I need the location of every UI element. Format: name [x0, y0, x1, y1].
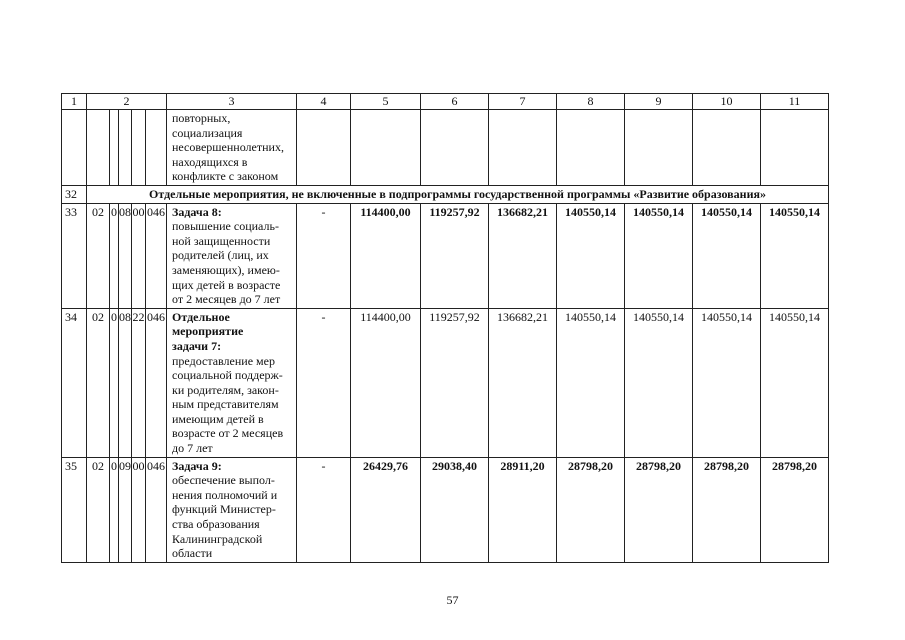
text-line: социальной поддерж-	[172, 368, 283, 383]
code-cell	[119, 110, 132, 186]
header-cell: 9	[625, 94, 693, 110]
code-cell: 0	[110, 457, 119, 562]
text-line: заменяющих), имею-	[172, 262, 280, 277]
code-cell: 02	[87, 203, 110, 308]
text-line: Калининградской	[172, 531, 263, 546]
code-cell: 09	[119, 457, 132, 562]
text-line: повторных,	[172, 111, 231, 125]
value-cell	[489, 110, 557, 186]
task-title: Отдельное	[172, 309, 230, 324]
code-cell: 046	[146, 203, 167, 308]
description-cell	[167, 457, 297, 562]
description-cell	[167, 203, 297, 308]
table-row	[62, 308, 829, 457]
code-cell	[132, 110, 146, 186]
table-row	[62, 457, 829, 562]
row-number: 34	[62, 308, 87, 457]
text-line: нения полномочий и	[172, 487, 278, 502]
code-cell	[110, 110, 119, 186]
text-line: задачи 7:	[172, 338, 222, 353]
value-cell: 114400,00	[351, 308, 421, 457]
col4-cell: -	[297, 203, 351, 308]
code-cell: 22	[132, 308, 146, 457]
header-cell: 6	[421, 94, 489, 110]
page-number: 57	[446, 593, 459, 607]
code-cell	[146, 110, 167, 186]
value-cell	[557, 110, 625, 186]
value-cell: 28798,20	[761, 457, 829, 562]
value-cell: 28798,20	[625, 457, 693, 562]
header-cell: 10	[693, 94, 761, 110]
text-line: ной защищенности	[172, 233, 271, 248]
description-cell	[167, 110, 297, 186]
value-cell: 140550,14	[693, 203, 761, 308]
row-number: 32	[62, 185, 87, 203]
text-line: области	[172, 546, 213, 561]
col4-cell: -	[297, 457, 351, 562]
header-cell: 3	[167, 94, 297, 110]
value-cell: 119257,92	[421, 308, 489, 457]
value-cell: 28798,20	[693, 457, 761, 562]
text-line: социализация	[172, 125, 243, 140]
text-line: имеющим детей в	[172, 411, 264, 426]
header-cell: 11	[761, 94, 829, 110]
text-line: обеспечение выпол-	[172, 473, 275, 488]
header-row	[62, 94, 829, 110]
code-cell: 0	[110, 308, 119, 457]
text-line: возрасте от 2 месяцев	[172, 426, 284, 441]
row-number: 35	[62, 457, 87, 562]
value-cell: 140550,14	[761, 308, 829, 457]
text-line: от 2 месяцев до 7 лет	[172, 292, 281, 307]
value-cell: 29038,40	[421, 457, 489, 562]
value-cell: 119257,92	[421, 203, 489, 308]
code-cell: 08	[119, 308, 132, 457]
value-cell: 114400,00	[351, 203, 421, 308]
text-line: мероприятие	[172, 324, 244, 339]
table-row	[62, 203, 829, 308]
value-cell: 140550,14	[761, 203, 829, 308]
row-number: 33	[62, 203, 87, 308]
text-line: родителей (лиц, их	[172, 248, 269, 263]
value-cell: 140550,14	[557, 203, 625, 308]
text-line: ки родителям, закон-	[172, 382, 279, 397]
value-cell	[625, 110, 693, 186]
continued-row	[62, 110, 829, 186]
value-cell	[761, 110, 829, 186]
code-cell: 046	[146, 457, 167, 562]
code-cell: 08	[119, 203, 132, 308]
value-cell	[693, 110, 761, 186]
text-line: функций Министер-	[172, 502, 276, 517]
text-line: предоставление мер	[172, 353, 275, 368]
description-cell	[167, 308, 297, 457]
code-cell: 0	[110, 203, 119, 308]
text-line: повышение социаль-	[172, 219, 279, 234]
budget-table	[61, 93, 829, 563]
code-cell: 00	[132, 457, 146, 562]
header-cell: 1	[62, 94, 87, 110]
header-cell: 4	[297, 94, 351, 110]
value-cell	[421, 110, 489, 186]
value-cell: 140550,14	[693, 308, 761, 457]
text-line: ства образования	[172, 517, 260, 532]
value-cell: 140550,14	[557, 308, 625, 457]
text-line: ным представителям	[172, 397, 279, 412]
code-cell: 02	[87, 457, 110, 562]
code-cell	[62, 110, 87, 186]
value-cell: 140550,14	[625, 203, 693, 308]
value-cell: 28798,20	[557, 457, 625, 562]
value-cell: 28911,20	[489, 457, 557, 562]
header-cell: 5	[351, 94, 421, 110]
code-cell: 046	[146, 308, 167, 457]
section-row	[62, 185, 829, 203]
value-cell	[297, 110, 351, 186]
text-line: конфликте с законом	[172, 169, 279, 184]
value-cell: 140550,14	[625, 308, 693, 457]
text-line: находящихся в	[172, 154, 248, 169]
task-title: Задача 9:	[172, 458, 222, 473]
header-cell: 7	[489, 94, 557, 110]
code-cell: 02	[87, 308, 110, 457]
text-line: несовершеннолетних,	[172, 140, 284, 155]
value-cell: 136682,21	[489, 203, 557, 308]
value-cell: 136682,21	[489, 308, 557, 457]
header-cell: 8	[557, 94, 625, 110]
code-cell	[87, 110, 110, 186]
col4-cell: -	[297, 308, 351, 457]
header-cell: 2	[87, 94, 167, 110]
task-title: Задача 8:	[172, 204, 222, 219]
value-cell: 26429,76	[351, 457, 421, 562]
section-title: Отдельные мероприятия, не включенные в подпрограммы государственной программы «Развитие образования»	[87, 185, 829, 203]
text-line: до 7 лет	[172, 441, 213, 456]
text-line: щих детей в возрасте	[172, 277, 281, 292]
code-cell: 00	[132, 203, 146, 308]
value-cell	[351, 110, 421, 186]
